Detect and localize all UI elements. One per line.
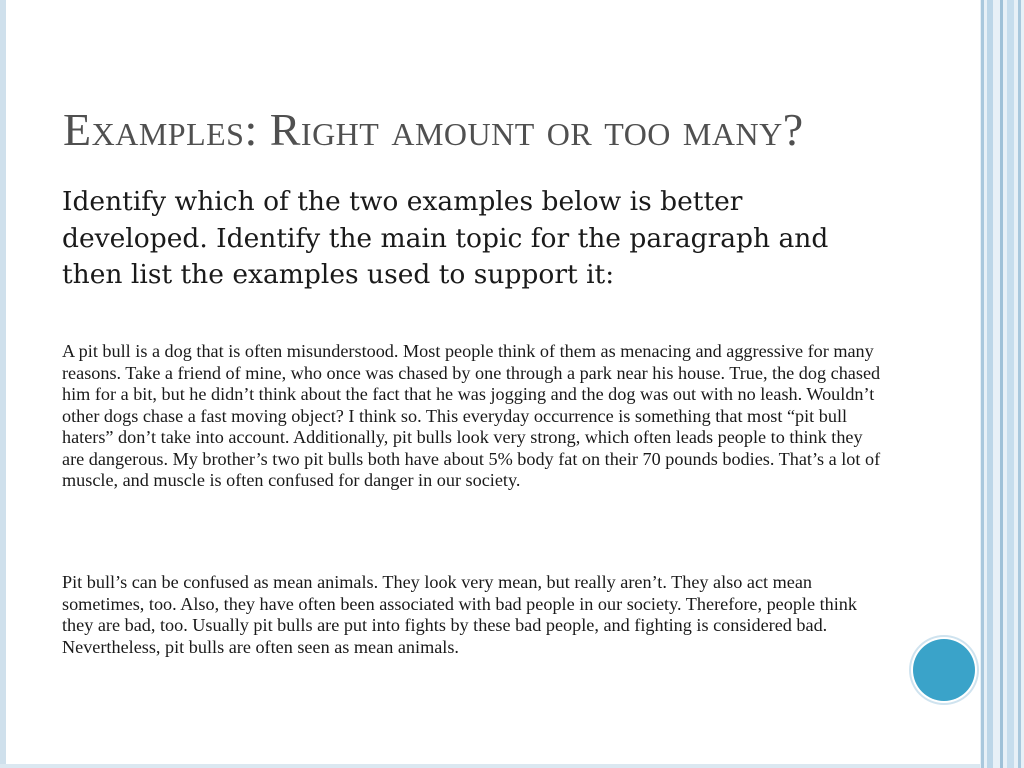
example-paragraph-1: A pit bull is a dog that is often misunderstood. Most people think of them as menacing and aggressive for many reasons. Take a friend of mine, who once was chased by one through a park near his house. True, the dog chased him for a bit, but he didn’t think about the fact that he was jogging and the dog was out with no leash. Wouldn’t other dogs chase a fast moving object? I think so. This everyday occurrence is something that most “pit bull haters” don’t take into account. Additionally, pit bulls look very strong, which often leads people to think they are dangerous. My brother’s two pit bulls both have about 5% body fat on their 70 pounds bodies. That’s a lot of muscle, and muscle is often confused for danger in our society. [62, 341, 881, 490]
decorative-stripe [1018, 0, 1021, 768]
slide-bottom-border [0, 764, 980, 768]
slide-title: Examples: Right amount or too many? [63, 104, 804, 155]
accent-circle-decoration [913, 639, 975, 701]
example-paragraph-2: Pit bull’s can be confused as mean animals. They look very mean, but really aren’t. They also act mean sometimes, too. Also, they have often been associated with bad people in our society. Therefore, people think they are bad, too. Usually pit bulls are put into fights by these bad people, and fighting is considered bad. Nevertheless, pit bulls are often seen as mean animals. [62, 572, 857, 657]
slide-instructions: Identify which of the two examples below is better developed. Identify the main topic for the paragraph and then list the examples used to support it: [62, 186, 829, 290]
decorative-stripe [1000, 0, 1003, 768]
decorative-stripe [981, 0, 984, 768]
right-decorative-band [980, 0, 1024, 768]
decorative-stripe [987, 0, 993, 768]
decorative-stripe [1007, 0, 1014, 768]
slide-left-border [0, 0, 6, 768]
